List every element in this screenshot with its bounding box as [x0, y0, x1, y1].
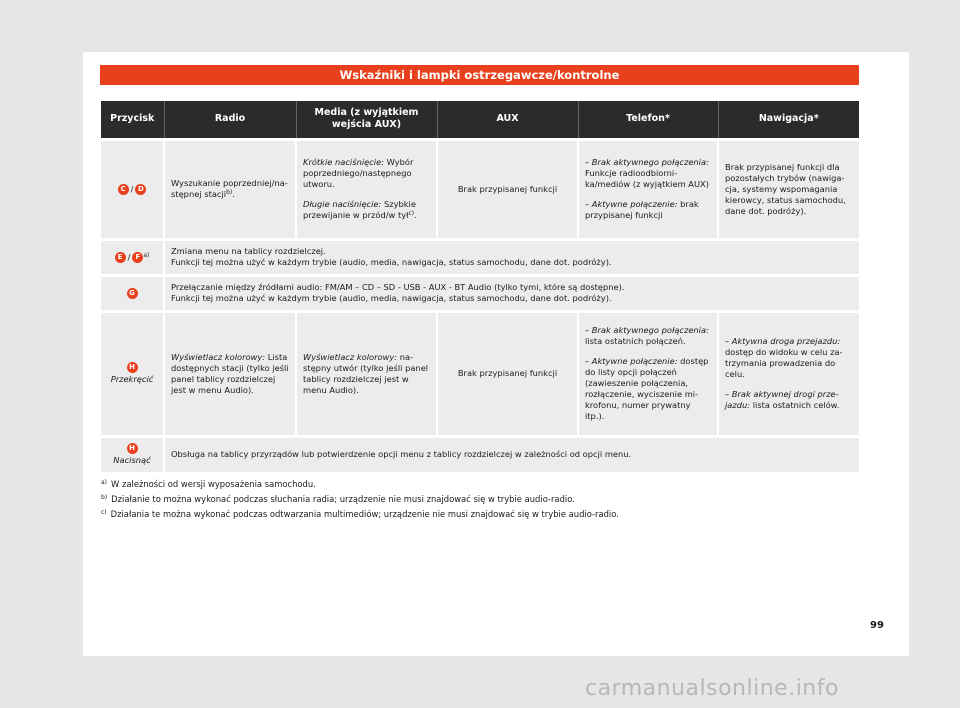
- footnote: [101, 509, 861, 520]
- footnote: [101, 494, 861, 505]
- media-label-long: Długie naciśnięcie:: [303, 199, 382, 209]
- phone-label-no-call: – Brak aktywnego połączenia:: [585, 325, 709, 335]
- column-header-button: Przycisk: [101, 101, 164, 139]
- nav-text-active-route: dostęp do widoku w celu zatrzymania prowadzenia do celu.: [725, 347, 843, 379]
- key-separator: /: [130, 183, 134, 194]
- row-text-line: Zmiana menu na tablicy rozdzielczej.: [171, 246, 326, 256]
- table-row: [101, 239, 859, 275]
- footnote-mark: c): [101, 509, 107, 516]
- phone-cell: [578, 311, 718, 436]
- key-cell: [101, 139, 164, 239]
- phone-text-no-call: Funkcje radioodbiornika/mediów (z wyjątkiem AUX): [585, 168, 709, 189]
- table-header-row: [101, 101, 859, 139]
- radio-label: Wyświetlacz kolorowy:: [171, 351, 266, 362]
- media-text: następny utwór (tylko jeśli panel tablicy rozdzielczej jest w menu Audio).: [303, 351, 429, 395]
- key-d-icon: D: [135, 184, 146, 195]
- footnote-text: Działanie to można wykonać podczas słuchania radia; urządzenie nie musi znajdować się w trybie audio-radio.: [111, 494, 575, 504]
- table-row: [101, 311, 859, 436]
- media-label-short: Krótkie naciśnięcie:: [303, 157, 384, 167]
- watermark: carmanualsonline.info: [585, 676, 839, 701]
- key-cell: [101, 275, 164, 311]
- radio-cell: [164, 311, 296, 436]
- footnote-ref: c): [408, 210, 415, 217]
- key-h-icon: H: [127, 443, 138, 454]
- footnote-ref: b): [226, 189, 233, 196]
- footnotes: [101, 479, 861, 524]
- key-action-label: Przekręcić: [110, 374, 154, 384]
- phone-label-active-call: – Aktywne połączenie:: [585, 199, 678, 209]
- phone-label-no-call: – Brak aktywnego połączenia:: [585, 157, 709, 167]
- key-cell: [101, 239, 164, 275]
- footnote: [101, 479, 861, 490]
- key-f-icon: F: [132, 252, 143, 263]
- key-g-icon: G: [127, 288, 138, 299]
- key-cell: [101, 311, 164, 436]
- media-text-short: Wybór poprzedniego/następnego utworu.: [303, 157, 414, 189]
- footnote-ref: a): [143, 251, 150, 259]
- nav-text-no-route: lista ostatnich celów.: [750, 400, 840, 410]
- phone-text-active-call: brak przypisanej funkcji: [585, 199, 699, 220]
- footnote-text: Działania te można wykonać podczas odtwarzania multimediów; urządzenie nie musi znajdować się w trybie audio-radio.: [110, 509, 619, 519]
- column-header-navigation: Nawigacja*: [718, 101, 859, 139]
- merged-cell: [164, 239, 859, 275]
- page-number: 99: [870, 620, 884, 631]
- media-text-long: Szybkie przewijanie w przód/w tył: [303, 199, 416, 220]
- key-action-label: Nacisnąć: [113, 455, 151, 466]
- phone-text-no-call: lista ostatnich połączeń.: [585, 336, 686, 346]
- aux-cell: Brak przypisanej funkcji: [437, 139, 578, 239]
- navigation-cell: Brak przypisanej funkcji dla pozostałych trybów (nawigacja, systemy wspomagania kierowcy, status samochodu, dane dot. podróży).: [718, 139, 859, 239]
- row-text-line: Funkcji tej można użyć w każdym trybie (audio, media, nawigacja, status samochodu, dane dot. podróży).: [171, 257, 612, 267]
- nav-label-active-route: – Aktywna droga przejazdu:: [725, 336, 841, 346]
- key-c-icon: C: [118, 184, 129, 195]
- radio-cell: Wyszukanie poprzedniej/następnej stacji$^{b)}$.: [164, 139, 296, 239]
- key-h-icon: H: [127, 362, 138, 373]
- radio-text: Wyszukanie poprzedniej/następnej stacji: [171, 178, 288, 199]
- row-text-line: Funkcji tej można użyć w każdym trybie (audio, media, nawigacja, status samochodu, dane dot. podróży).: [171, 293, 612, 303]
- footnote-mark: a): [101, 479, 108, 486]
- phone-cell: [578, 139, 718, 239]
- merged-cell: [164, 275, 859, 311]
- key-cell: [101, 436, 164, 472]
- media-cell: Krótkie naciśnięcie: Wybór poprzedniego/następnego utworu. Długie naciśnięcie: Szybkie przewijanie w przód/w tył$^{c)}$.: [296, 139, 437, 239]
- table-row: [101, 139, 859, 239]
- table-row: [101, 275, 859, 311]
- nav-label-no-route: – Brak aktywnej drogi przejazdu:: [725, 389, 839, 410]
- column-header-phone: Telefon*: [578, 101, 718, 139]
- footnote-mark: b): [101, 494, 108, 501]
- footnote-text: W zależności od wersji wyposażenia samochodu.: [111, 479, 316, 489]
- media-label: Wyświetlacz kolorowy:: [303, 351, 398, 362]
- column-header-media: Media (z wyjątkiem wejścia AUX): [296, 101, 437, 139]
- table-row: [101, 436, 859, 472]
- key-separator: /: [127, 251, 131, 262]
- column-header-radio: Radio: [164, 101, 296, 139]
- aux-cell: Brak przypisanej funkcji: [437, 311, 578, 436]
- navigation-cell: [718, 311, 859, 436]
- section-banner: Wskaźniki i lampki ostrzegawcze/kontrolne: [100, 65, 859, 85]
- media-cell: [296, 311, 437, 436]
- phone-label-active-call: – Aktywne połączenie:: [585, 356, 678, 366]
- merged-cell: Obsługa na tablicy przyrządów lub potwierdzenie opcji menu z tablicy rozdzielczej w zależności od opcji menu.: [164, 436, 859, 472]
- row-text-line: Przełączanie między źródłami audio: FM/AM – CD – SD - USB - AUX - BT Audio (tylko tymi, które są dostępne).: [171, 282, 625, 292]
- key-e-icon: E: [115, 252, 126, 263]
- radio-text: Lista dostępnych stacji (tylko jeśli panel tablicy rozdzielczej jest w menu Audio).: [171, 351, 289, 395]
- controls-table: [101, 101, 859, 472]
- column-header-aux: AUX: [437, 101, 578, 139]
- phone-text-active-call: dostęp do listy opcji połączeń (zawieszenie połączenia, rozłączenie, wyciszenie mikrofonu, numer prywatny itp.).: [585, 356, 709, 421]
